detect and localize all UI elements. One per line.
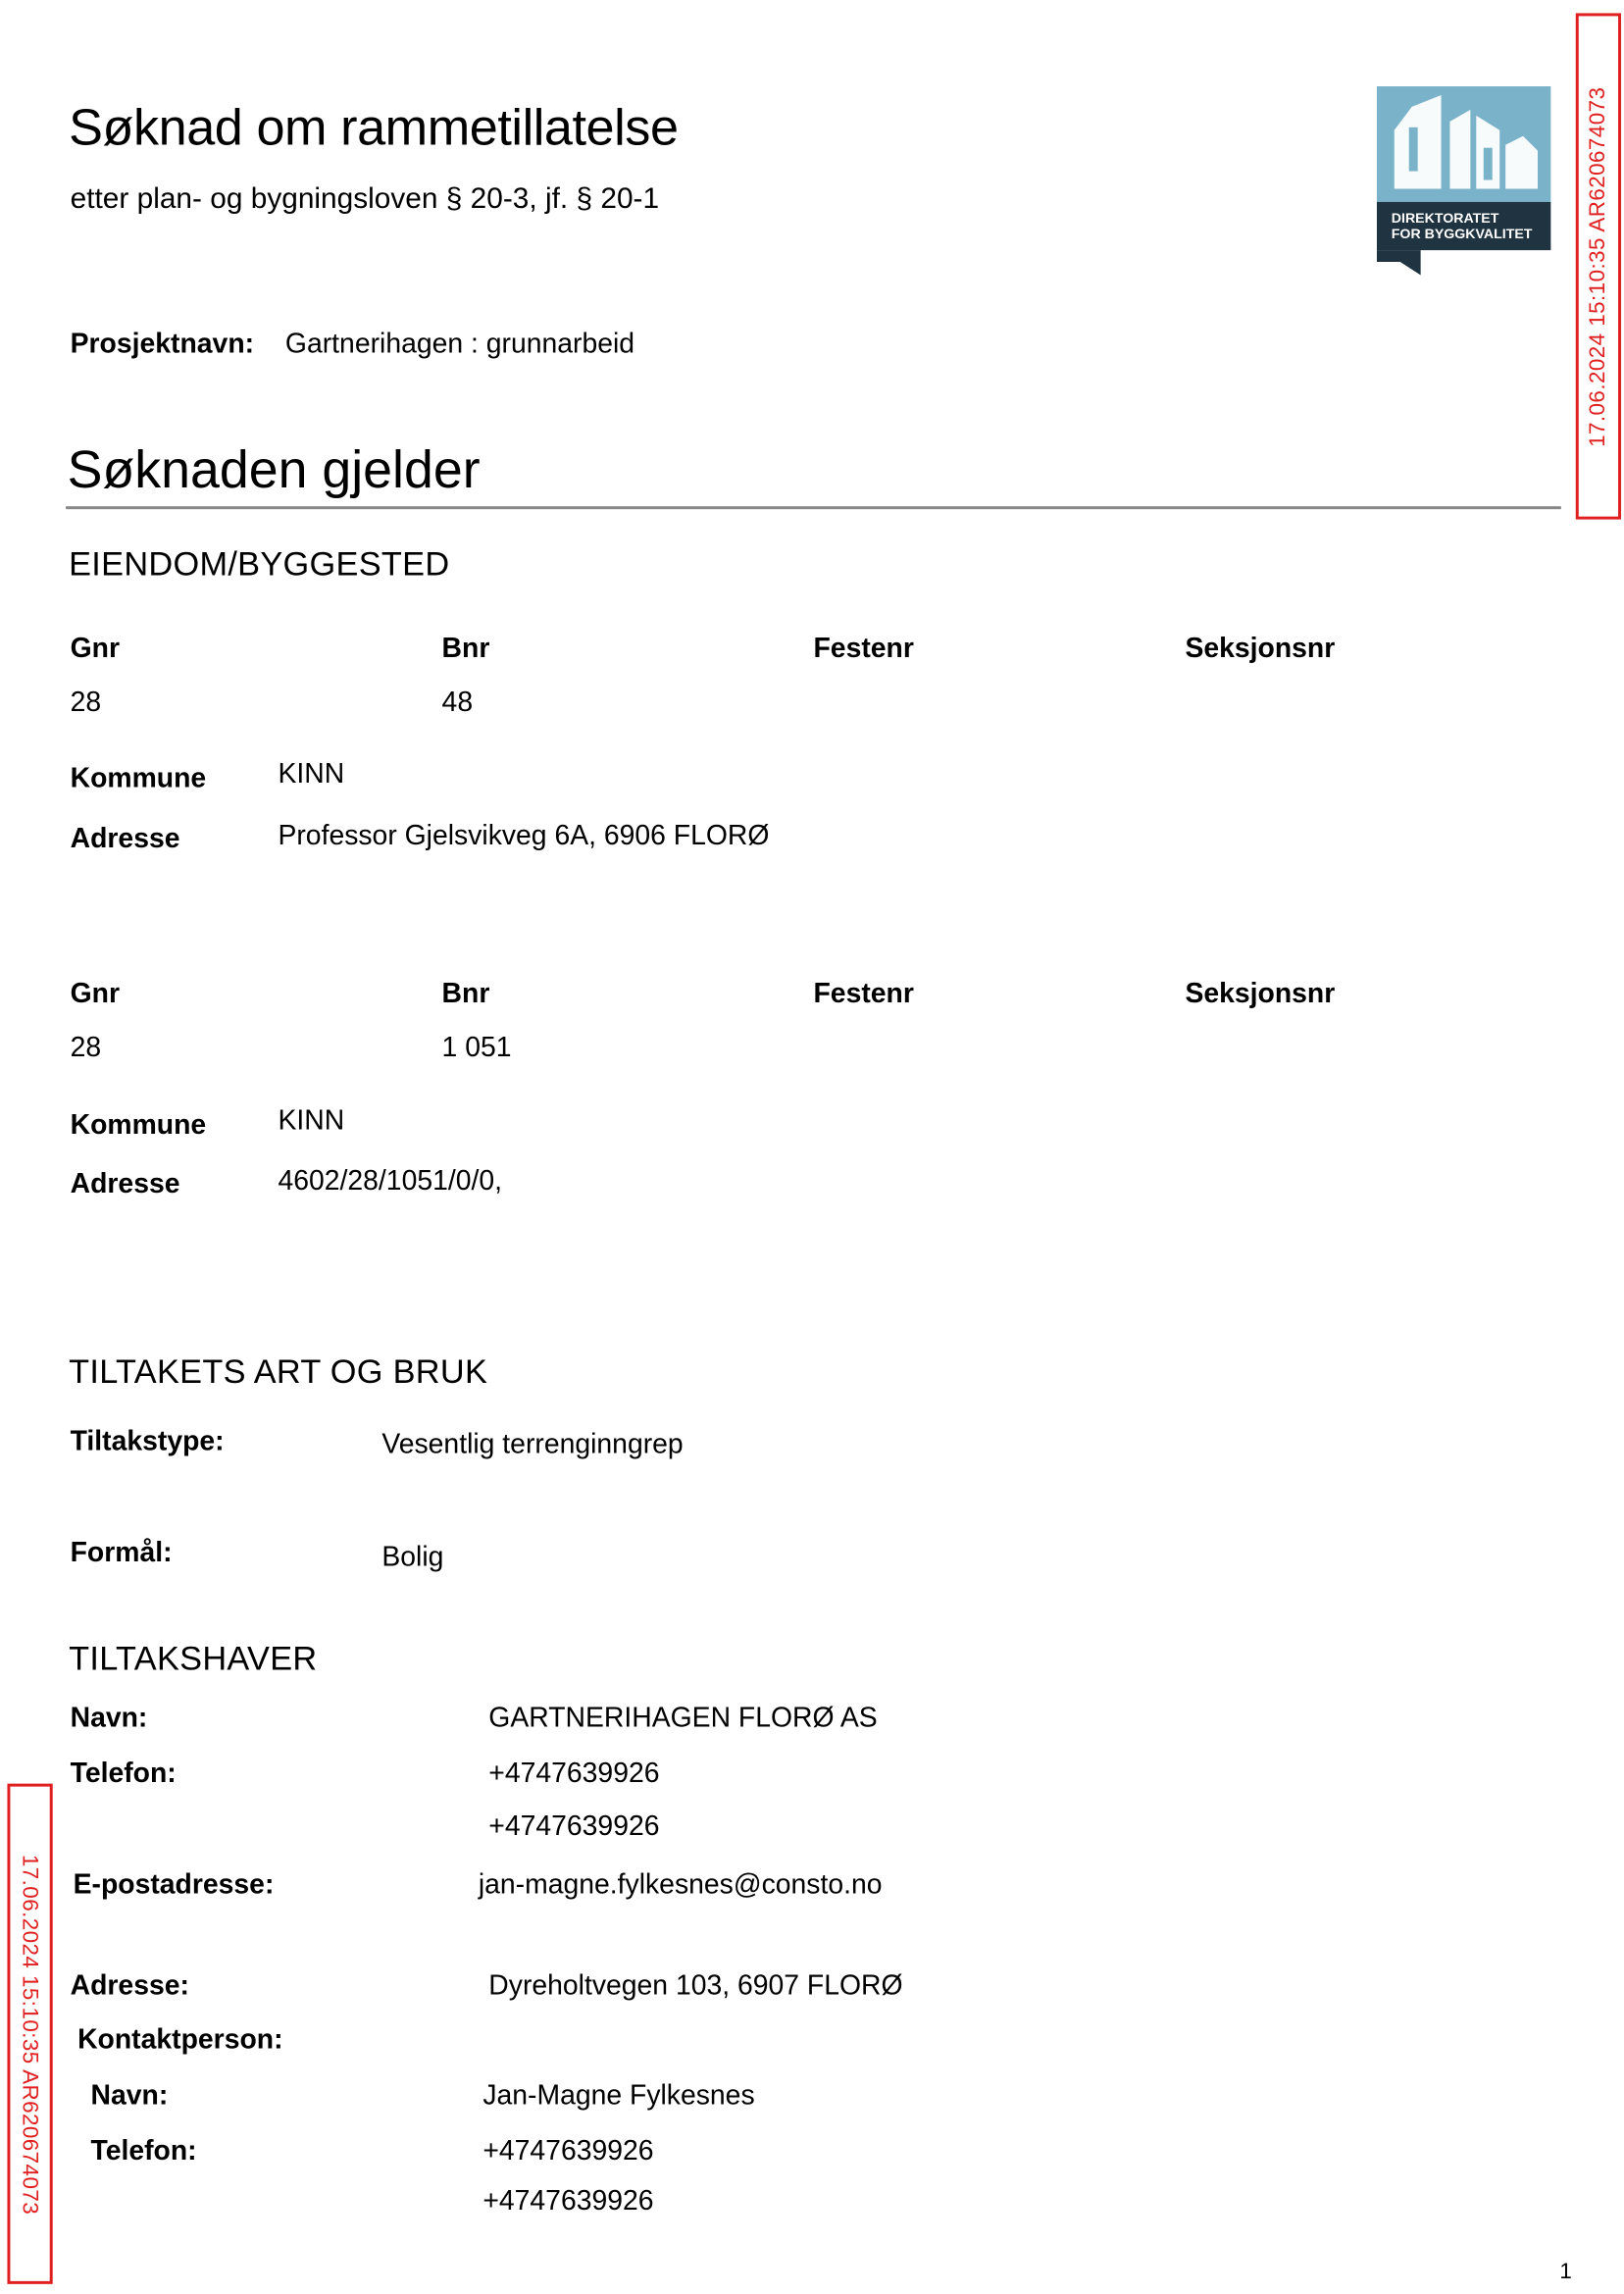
document-title: Søknad om rammetillatelse: [69, 99, 679, 157]
property-2-kommune-value: KINN: [278, 1105, 345, 1138]
epost-label: E-postadresse:: [73, 1869, 275, 1901]
tiltakshaver-navn-label: Navn:: [70, 1703, 148, 1734]
property-1-kommune-label: Kommune: [70, 763, 207, 795]
logo-text-line1: DIREKTORATET: [1391, 210, 1499, 227]
kontakt-navn-value: Jan-Magne Fylkesnes: [482, 2080, 755, 2112]
tiltakshaver-adresse-label: Adresse:: [70, 1970, 189, 2002]
col-bnr: Bnr: [441, 633, 490, 665]
col-gnr: Gnr: [70, 979, 121, 1010]
tiltakshaver-telefon-label: Telefon:: [70, 1759, 177, 1790]
property-1-kommune-value: KINN: [278, 759, 345, 790]
timestamp-stamp-text: 17.06.2024 15:10:35 AR620674073: [17, 1854, 43, 2215]
property-1-adresse-value: Professor Gjelsvikveg 6A, 6906 FLORØ: [278, 820, 770, 852]
col-festenr: Festenr: [813, 633, 914, 665]
property-2-adresse-label: Adresse: [70, 1169, 180, 1200]
document-subtitle: etter plan- og bygningsloven § 20-3, jf. § 20-1: [70, 182, 660, 216]
page-number: 1: [1559, 2259, 1572, 2284]
col-festenr: Festenr: [813, 979, 914, 1010]
kontakt-navn-label: Navn:: [90, 2080, 169, 2112]
property-2-adresse-value: 4602/28/1051/0/0,: [278, 1166, 503, 1198]
tiltak-heading: TILTAKETS ART OG BRUK: [69, 1351, 488, 1391]
kontakt-telefon-1: +4747639926: [482, 2136, 654, 2167]
col-bnr: Bnr: [441, 979, 490, 1010]
kontaktperson-label: Kontaktperson:: [77, 2024, 283, 2057]
timestamp-stamp-text: 17.06.2024 15:10:35 AR620674073: [1586, 85, 1611, 447]
col-gnr: Gnr: [70, 633, 121, 665]
dibk-logo: [1377, 86, 1551, 275]
col-seksjonsnr: Seksjonsnr: [1185, 979, 1336, 1010]
tiltakshaver-telefon-1: +4747639926: [488, 1759, 660, 1790]
property-1-bnr: 48: [441, 688, 474, 719]
dibk-logo-graphic: [1377, 86, 1551, 275]
tiltakshaver-telefon-2: +4747639926: [488, 1810, 660, 1843]
timestamp-stamp-top-right: [1576, 13, 1621, 519]
tiltakshaver-adresse-value: Dyreholtvegen 103, 6907 FLORØ: [488, 1970, 903, 2002]
tiltakshaver-heading: TILTAKSHAVER: [69, 1638, 318, 1677]
property-2-kommune-label: Kommune: [70, 1110, 207, 1142]
epost-value: jan-magne.fylkesnes@consto.no: [478, 1869, 883, 1901]
property-2-bnr: 1 051: [441, 1033, 512, 1064]
project-label: Prosjektnavn:: [70, 329, 255, 361]
logo-text-line2: FOR BYGGKVALITET: [1391, 227, 1533, 243]
eiendom-heading: EIENDOM/BYGGESTED: [69, 543, 450, 583]
tiltakshaver-navn-value: GARTNERIHAGEN FLORØ AS: [488, 1703, 878, 1734]
property-2-gnr: 28: [70, 1033, 102, 1064]
formal-value: Bolig: [381, 1542, 444, 1573]
col-seksjonsnr: Seksjonsnr: [1185, 633, 1336, 665]
tiltakstype-value: Vesentlig terrenginngrep: [381, 1429, 684, 1460]
timestamp-stamp-bottom-left: [7, 1784, 52, 2284]
property-1-adresse-label: Adresse: [70, 823, 180, 855]
section-divider: [66, 506, 1561, 509]
tiltakstype-label: Tiltakstype:: [70, 1426, 225, 1457]
kontakt-telefon-label: Telefon:: [90, 2136, 197, 2167]
property-1-gnr: 28: [70, 688, 102, 719]
project-value: Gartnerihagen : grunnarbeid: [284, 329, 635, 361]
formal-label: Formål:: [70, 1537, 173, 1569]
section-title: Søknaden gjelder: [67, 438, 481, 499]
kontakt-telefon-2: +4747639926: [482, 2185, 654, 2218]
